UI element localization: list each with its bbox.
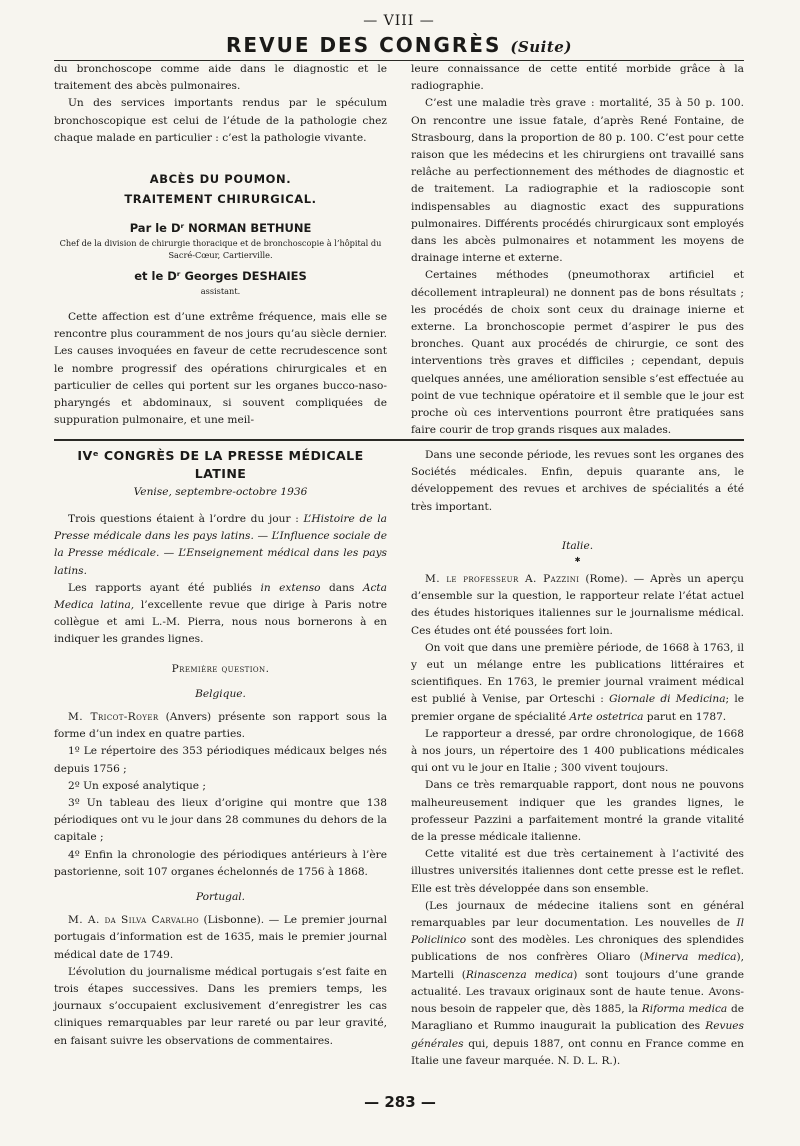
text-run: Les rapports ayant été publiés xyxy=(68,581,252,594)
paragraph: du bronchoscope comme aide dans le diagnostic et le traitement des abcès pulmonaires. xyxy=(54,63,387,93)
rapporteur-name: M. le professeur A. Pazzini xyxy=(425,573,580,586)
running-title-text: REVUE DES CONGRÈS xyxy=(226,33,502,57)
top-section xyxy=(54,61,744,439)
text-run: parut en 1787. xyxy=(646,710,727,723)
paragraph: Dans une seconde période, les revues sont les organes des Sociétés médicales. Enfin, depuis quarante ans, le développement des revues et archives de spécialités a été très important. xyxy=(411,449,744,513)
running-title xyxy=(54,32,744,60)
paragraph: Cette vitalité est due très certainement à l’activité des illustres universités italiennes dont cette presse est le reflet. Elle est très développée dans son ensemble. xyxy=(411,848,744,895)
running-title-suffix: (Suite) xyxy=(510,38,572,56)
text-run: sont des modèles. Les chroniques des splendides publications de nos confrères Oliaro ( xyxy=(411,934,744,964)
rapporteur-name: M. A. da Silva Carvalho xyxy=(68,914,199,927)
text-run: ), Martelli ( xyxy=(411,951,745,981)
text-run: (Rome). — Après un aperçu d’ensemble sur la question, le rapporteur relate l’état actuel des études historiques italiennes sur le journalisme médical. Ces études ont été poussées fort loin. xyxy=(411,573,744,637)
journal-title: Giornale di Medicina xyxy=(609,693,726,706)
paragraph xyxy=(54,912,387,964)
paragraph xyxy=(411,640,744,726)
text-run: in extenso xyxy=(260,581,321,594)
ornament: ✱ xyxy=(574,556,581,565)
article-title: ABCÈS DU POUMON. xyxy=(149,172,292,187)
journal-title: Rinascenza medica xyxy=(465,968,574,981)
author-line: et le Dʳ Georges DESHAIES xyxy=(134,269,307,284)
country-heading: Portugal. xyxy=(195,891,246,904)
question-heading: Première question. xyxy=(171,662,270,675)
bottom-left-column xyxy=(54,447,387,1070)
page xyxy=(54,12,744,1070)
author-affiliation: assistant. xyxy=(200,286,241,297)
question-title: L’Histoire de la Presse médicale dans les pays latins. xyxy=(54,513,387,543)
text-run: ; le premier organe de spécialité xyxy=(411,693,744,723)
journal-title: Minerva medica xyxy=(643,951,737,964)
journal-title: Arte ostetrica xyxy=(569,710,644,723)
list-item: 3º Un tableau des lieux d’origine qui montre que 138 périodiques ont vu le jour dans 28 communes du dehors de la capitale ; xyxy=(54,797,387,844)
list-item: 1º Le répertoire des 353 périodiques médicaux belges nés depuis 1756 ; xyxy=(54,745,387,775)
paragraph xyxy=(411,898,744,1070)
journal-title: Acta Medica latina, xyxy=(54,581,388,612)
bottom-right-column xyxy=(411,447,744,1070)
bottom-section xyxy=(54,447,744,1070)
text-run: de Maragliano et Rummo inaugurait la publication des xyxy=(411,1003,744,1033)
congress-subtitle: Venise, septembre-octobre 1936 xyxy=(133,486,308,498)
country-heading: Italie. xyxy=(561,539,594,552)
paragraph xyxy=(54,580,387,649)
paragraph: Un des services importants rendus par le spéculum bronchoscopique est celui de l’étude de la pathologie chez chaque malade en particulier : c’est la pathologie vivante. xyxy=(54,97,387,144)
country-heading: Belgique. xyxy=(195,687,246,700)
rapporteur-name: M. Tricot-Royer xyxy=(68,711,159,724)
paragraph: Certaines méthodes (pneumothorax artificiel et décollement intrapleural) ne donnent pas de bons résultats ; les procédés de choix sont ceux du drainage inierne et externe. La bronchoscopie permet d’aspirer le pus des bronches. Quant aux procédés de chirurgie, ce sont des interventions très graves et difficiles ; cependant, depuis quelques années, une amélioration sensible s’est effectuée au point de vue technique opératoire et il semble que le jour est proche où ces interventions pourront être pratiquées sans faire courir de trop grands risques aux malades. xyxy=(411,269,744,437)
top-left-column xyxy=(54,61,387,439)
text-run: Trois questions étaient à l’ordre du jour : xyxy=(68,513,299,525)
congress-title: IVᵉ CONGRÈS DE LA PRESSE MÉDICALE LATINE xyxy=(77,448,364,481)
question-title: L’Enseignement médical dans les pays latins. xyxy=(54,547,387,577)
roman-folio: — VIII — xyxy=(363,13,435,29)
text-run: On voit que dans une première période, de 1668 à 1763, il y eut un mélange entre les publications littéraires et scientifiques. En 1763, le premier journal vraiment médical est publié à Venise, par Orteschi : xyxy=(411,641,744,706)
paragraph: Dans ce très remarquable rapport, dont nous ne pouvons malheureusement indiquer que les grandes lignes, le professeur Pazzini a parfaitement montré la grande vitalité de la presse médicale italienne. xyxy=(411,779,744,844)
text-run: ) sont toujours d’une grande actualité. Les travaux originaux sont de haute tenue. Avons-nous besoin de rappeler que, dès 1885, la xyxy=(411,968,744,1016)
paragraph xyxy=(54,709,387,743)
paragraph: C’est une maladie très grave : mortalité, 35 à 50 p. 100. On rencontre une issue fatale, d’après René Fontaine, de Strasbourg, dans la proportion de 80 p. 100. C’est pour cette raison que les médecins et les chirurgiens ont travaillé sans relâche au perfectionnement des méthodes de diagnostic et de traitement. La radiographie et la radioscopie sont indispensables au diagnostic exact des suppurations pulmonaires. Différents procédés chirurgicaux sont employés dans les abcès pulmonaires et notamment les moyens de drainage interne et externe. xyxy=(411,97,744,265)
paragraph: Cette affection est d’une extrême fréquence, mais elle se rencontre plus couramment de nos jours qu’au siècle dernier. Les causes invoquées en faveur de cette recrudescence sont le nombre progressif des opérations chirurgicales et en particulier de celles qui portent sur les organes bucco-naso-pharyngés et abdominaux, si souvent compliquées de suppuration pulmonaire, et une meil- xyxy=(54,311,387,427)
text-run: (Anvers) présente son rapport sous la forme d’un index en quatre parties. xyxy=(54,711,388,741)
paragraph: L’évolution du journalisme médical portugais s’est faite en trois étapes successives. Dans les premiers temps, les journaux s’occupaient exclusivement d’enregistrer les cas cliniques remarquables par leur rareté ou par leur gravité, en faisant suivre les observations de commentaires. xyxy=(54,965,387,1047)
text-run: dans xyxy=(329,581,355,594)
paragraph xyxy=(411,571,744,640)
text-run: (Lisbonne). — Le premier journal portugais d’information est de 1635, mais le premier journal médical date de 1749. xyxy=(54,914,387,961)
page-number: — 283 — xyxy=(364,1093,436,1111)
journal-title: Il Policlinico xyxy=(411,917,745,947)
text-run: (Les journaux de médecine italiens sont en général remarquables par leur documentation. Les nouvelles de xyxy=(411,899,744,930)
text-run: qui, depuis 1887, ont connu en France comme en Italie une faveur marquée. N. D. L. R.). xyxy=(411,1037,744,1067)
journal-title: Revues générales xyxy=(411,1020,744,1050)
paragraph: Trois questions étaient à l’ordre du jour : L’Histoire de la Presse médicale dans les pays latins. — L’Influence sociale de la Presse médicale. — L’Enseignement médical dans les pays latins. xyxy=(54,513,387,577)
author-line: Par le Dʳ NORMAN BETHUNE xyxy=(129,221,312,236)
paragraph: Le rapporteur a dressé, par ordre chronologique, de 1668 à nos jours, un répertoire des 1 400 publications médicales qui ont vu le jour en Italie ; 300 vivent toujours. xyxy=(411,727,744,775)
author-affiliation: Chef de la division de chirurgie thoracique et de bronchoscopie à l’hôpital du Sacré-Cœur, Cartierville. xyxy=(59,238,382,261)
top-right-column xyxy=(411,61,744,439)
journal-title: Riforma medica xyxy=(641,1003,728,1016)
question-title: L’Influence sociale de la Presse médicale. xyxy=(54,530,387,560)
text-run: l’excellente revue que dirige à Paris notre collègue et ami L.-M. Pierra, nous nous bornerons à en indiquer les grandes lignes. xyxy=(54,599,387,646)
list-item: 4º Enfin la chronologie des périodiques antérieurs à l’ère pastorienne, soit 107 organes échelonnés de 1756 à 1868. xyxy=(54,848,387,878)
paragraph: leure connaissance de cette entité morbide grâce à la radiographie. xyxy=(411,63,744,93)
list-item: 2º Un exposé analytique ; xyxy=(68,779,206,792)
article-title: TRAITEMENT CHIRURGICAL. xyxy=(124,192,317,207)
